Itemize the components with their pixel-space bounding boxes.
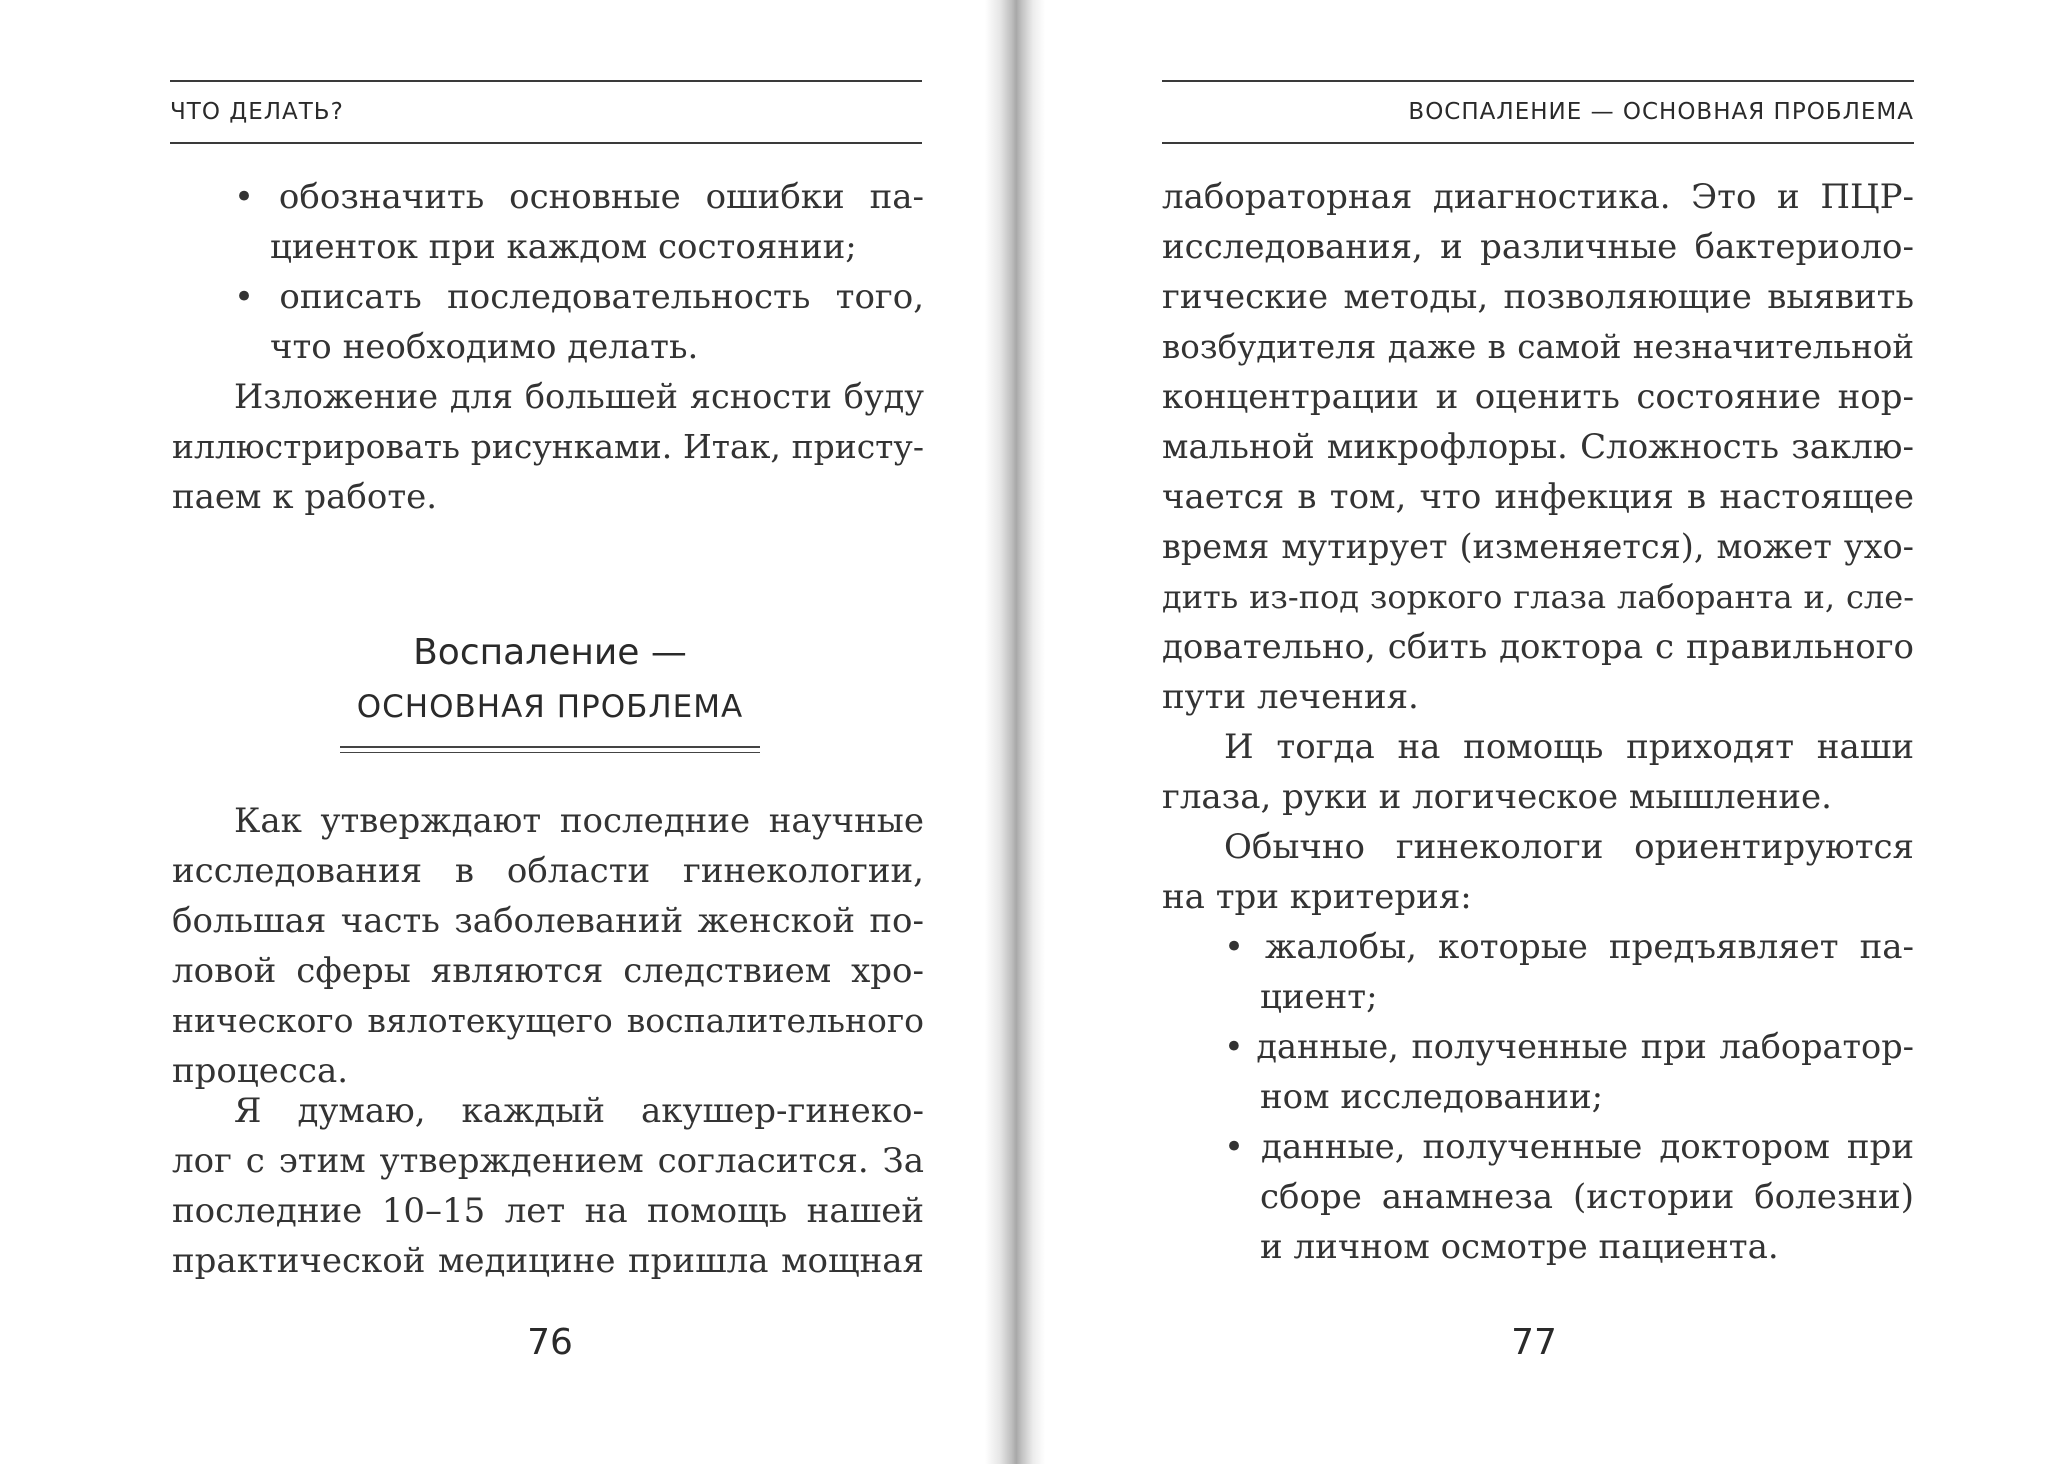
text-line: Изложение для большей ясности буду bbox=[234, 377, 924, 416]
list-item: • данные, полученные доктором при bbox=[1224, 1127, 1914, 1167]
text-line: процесса. bbox=[172, 1051, 349, 1091]
list-item-cont: циент; bbox=[1260, 977, 1378, 1017]
section-title-line1: Воспаление — bbox=[413, 632, 687, 673]
text-line: большая часть заболеваний женской по- bbox=[172, 901, 924, 941]
running-head-left: ЧТО ДЕЛАТЬ? bbox=[170, 80, 922, 144]
text-line: концентрации и оценить состояние нор- bbox=[1162, 377, 1914, 417]
text-line: лабораторная диагностика. Это и ПЦР- bbox=[1162, 177, 1914, 217]
text-line: мальной микрофлоры. Сложность заклю- bbox=[1162, 427, 1914, 467]
text-line: довательно, сбить доктора с правильного bbox=[1162, 627, 1914, 667]
text-line: на три критерия: bbox=[1162, 877, 1472, 917]
text-line: возбудителя даже в самой незначительной bbox=[1162, 328, 1914, 366]
list-item-cont: циенток при каждом состоянии; bbox=[270, 227, 857, 267]
book-gutter bbox=[985, 0, 1045, 1464]
right-paragraph-2 bbox=[1162, 722, 1914, 822]
text-line: нического вялотекущего воспалительного bbox=[172, 1001, 924, 1040]
text-line: ловой сферы являются следствием хро- bbox=[172, 951, 924, 991]
text-line: чается в том, что инфекция в настоящее bbox=[1162, 477, 1914, 517]
right-bullet-list bbox=[1162, 922, 1914, 1272]
right-paragraph-3 bbox=[1162, 822, 1914, 922]
right-paragraph-1 bbox=[1162, 172, 1914, 722]
text-line: исследования в области гинекологии, bbox=[172, 851, 924, 891]
text-line: исследования, и различные бактериоло- bbox=[1162, 227, 1914, 267]
text-line: дить из-под зоркого глаза лаборанта и, сле- bbox=[1162, 578, 1914, 616]
text-line: последние 10–15 лет на помощь нашей bbox=[172, 1191, 924, 1231]
list-item-cont: и личном осмотре пациента. bbox=[1260, 1227, 1779, 1267]
text-line: Я думаю, каждый акушер-гинеко- bbox=[234, 1091, 924, 1131]
left-paragraph-1 bbox=[172, 796, 924, 1096]
text-line: лог с этим утверждением согласится. За bbox=[172, 1141, 924, 1181]
page-number-right: 77 bbox=[1511, 1322, 1557, 1363]
text-line: практической медицине пришла мощная bbox=[172, 1241, 924, 1281]
left-page bbox=[0, 0, 1010, 1464]
list-item: • жалобы, которые предъявляет па- bbox=[1224, 927, 1914, 967]
list-item: • данные, полученные при лаборатор- bbox=[1224, 1027, 1914, 1066]
section-title bbox=[300, 626, 800, 753]
left-bullet-list bbox=[172, 172, 924, 372]
section-title-line2: ОСНОВНАЯ ПРОБЛЕМА bbox=[356, 689, 744, 725]
section-title-rule bbox=[340, 746, 760, 753]
text-line: паем к работе. bbox=[172, 477, 438, 517]
list-item-cont: ном исследовании; bbox=[1260, 1077, 1604, 1117]
text-line: Как утверждают последние научные bbox=[234, 801, 924, 841]
text-line: гические методы, позволяющие выявить bbox=[1162, 277, 1914, 317]
running-head-right: ВОСПАЛЕНИЕ — ОСНОВНАЯ ПРОБЛЕМА bbox=[1162, 80, 1914, 144]
text-line: время мутирует (изменяется), может ухо- bbox=[1162, 527, 1914, 566]
text-line: иллюстрировать рисунками. Итак, присту- bbox=[172, 427, 924, 466]
list-item: • описать последовательность того, bbox=[234, 277, 924, 317]
left-paragraph-2 bbox=[172, 1086, 924, 1286]
list-item-cont: сборе анамнеза (истории болезни) bbox=[1260, 1177, 1914, 1217]
text-line: И тогда на помощь приходят наши bbox=[1224, 727, 1914, 767]
left-intro-paragraph bbox=[172, 372, 924, 522]
list-item-cont: что необходимо делать. bbox=[270, 327, 699, 367]
text-line: глаза, руки и логическое мышление. bbox=[1162, 777, 1832, 817]
text-line: Обычно гинекологи ориентируются bbox=[1224, 827, 1914, 867]
text-line: пути лечения. bbox=[1162, 677, 1419, 717]
list-item: • обозначить основные ошибки па- bbox=[234, 177, 924, 217]
page-number-left: 76 bbox=[527, 1322, 573, 1363]
right-page bbox=[1024, 0, 2048, 1464]
